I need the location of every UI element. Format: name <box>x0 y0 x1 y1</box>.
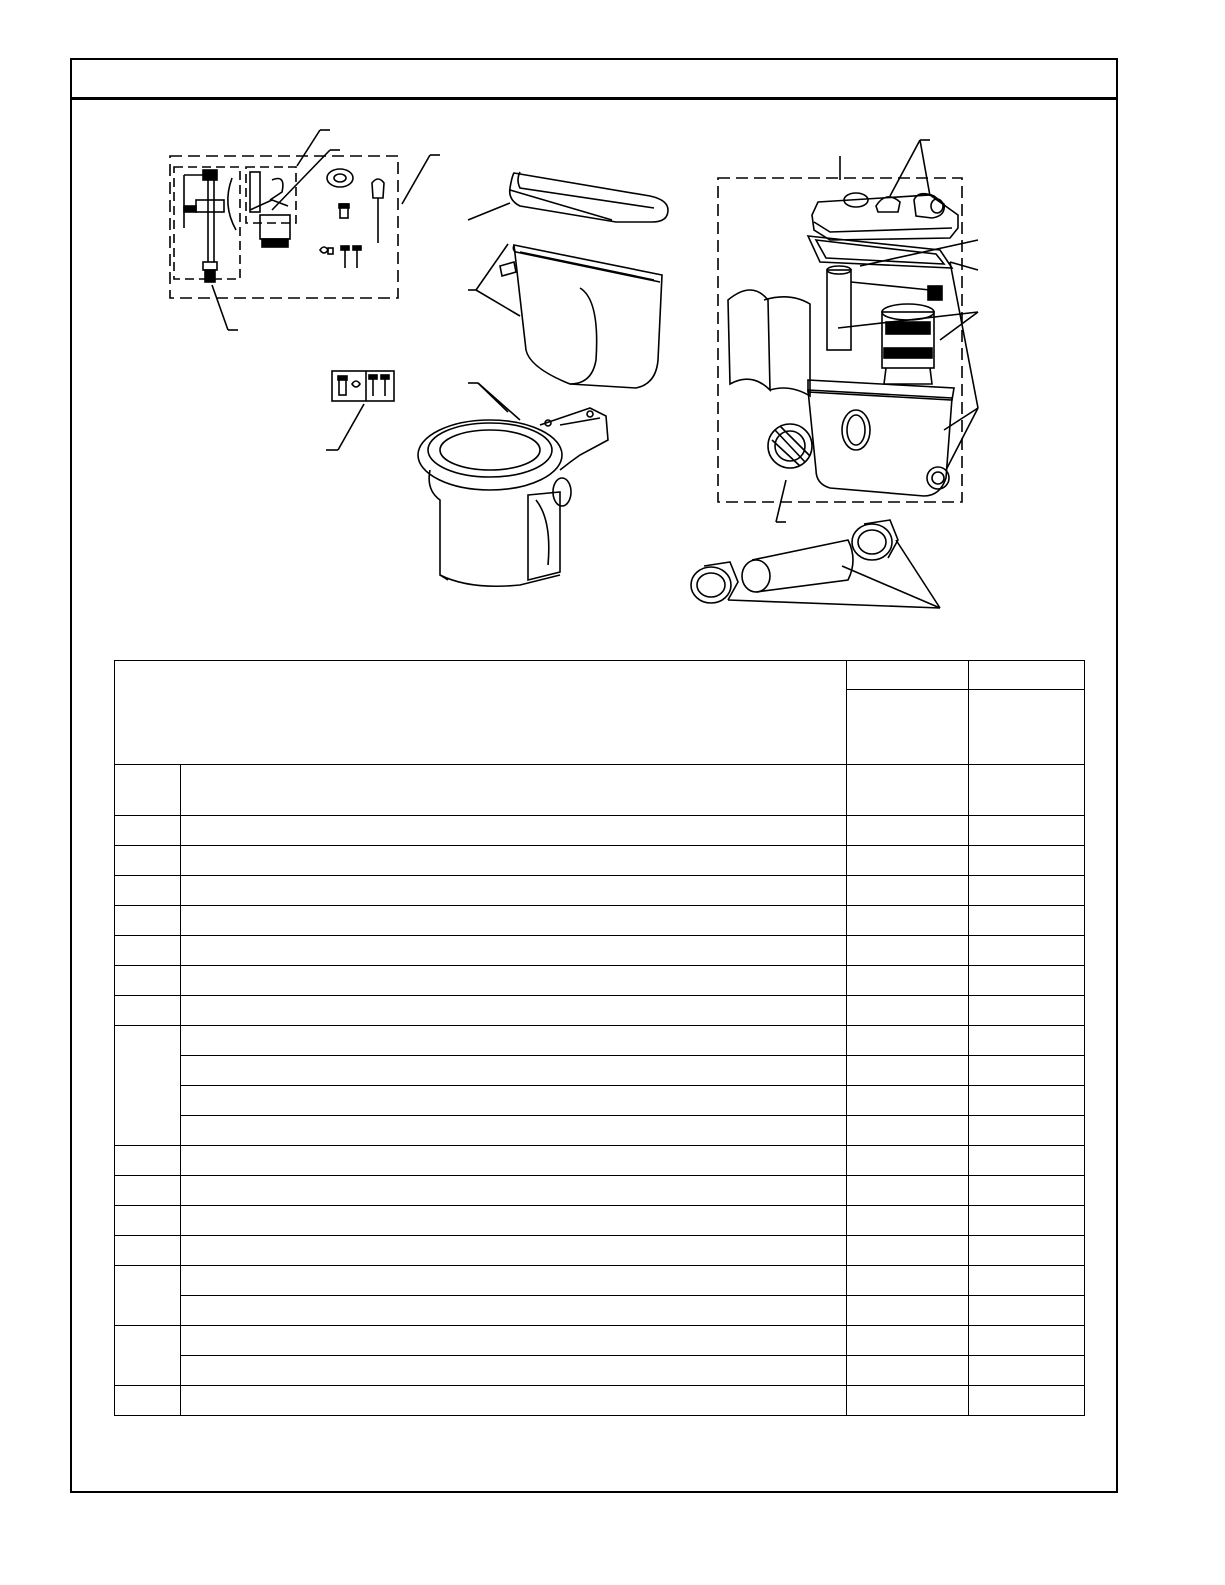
row-item <box>115 1145 181 1175</box>
row-description <box>181 1235 847 1265</box>
row-col-a <box>847 1026 969 1056</box>
row-col-b <box>969 1295 1085 1325</box>
row-description <box>181 1145 847 1175</box>
row-col-a <box>847 846 969 876</box>
row-col-b <box>969 765 1085 816</box>
row-col-b <box>969 1175 1085 1205</box>
row-item <box>115 1385 181 1415</box>
row-col-b <box>969 1235 1085 1265</box>
row-description <box>181 1056 847 1086</box>
row-item <box>115 906 181 936</box>
row-description <box>181 1355 847 1385</box>
row-description <box>181 1385 847 1415</box>
row-item <box>115 1235 181 1265</box>
discharge-pipe-drawing <box>691 520 940 608</box>
row-col-a <box>847 1205 969 1235</box>
row-col-a <box>847 1355 969 1385</box>
row-col-a <box>847 1385 969 1415</box>
row-item <box>115 1175 181 1205</box>
row-item <box>115 1205 181 1235</box>
row-description <box>181 966 847 996</box>
row-item <box>115 765 181 816</box>
bolt-kit-drawing <box>326 371 394 450</box>
row-col-b <box>969 936 1085 966</box>
header-col-a <box>847 661 969 690</box>
row-description <box>181 1026 847 1056</box>
row-col-a <box>847 1175 969 1205</box>
row-item <box>115 876 181 906</box>
row-item <box>115 936 181 966</box>
row-item-group <box>115 1026 181 1146</box>
row-col-a <box>847 1145 969 1175</box>
row-col-b <box>969 1056 1085 1086</box>
row-col-b <box>969 966 1085 996</box>
header-col-a-sub <box>847 689 969 765</box>
row-col-a <box>847 1115 969 1145</box>
row-col-b <box>969 906 1085 936</box>
row-description <box>181 936 847 966</box>
row-col-b <box>969 1085 1085 1115</box>
row-description <box>181 1205 847 1235</box>
row-item-group <box>115 1325 181 1385</box>
row-col-b <box>969 1355 1085 1385</box>
row-col-a <box>847 1325 969 1355</box>
row-col-a <box>847 1085 969 1115</box>
row-col-b <box>969 1205 1085 1235</box>
row-col-b <box>969 996 1085 1026</box>
tank-lid-drawing <box>468 172 668 222</box>
row-col-a <box>847 765 969 816</box>
row-description <box>181 846 847 876</box>
parts-list-table <box>114 660 1085 1416</box>
row-description <box>181 876 847 906</box>
row-col-a <box>847 996 969 1026</box>
row-col-a <box>847 1235 969 1265</box>
row-item <box>115 996 181 1026</box>
row-col-a <box>847 966 969 996</box>
row-col-a <box>847 816 969 846</box>
bowl-drawing <box>418 383 608 586</box>
row-description <box>181 1085 847 1115</box>
row-col-b <box>969 1115 1085 1145</box>
row-description <box>181 1295 847 1325</box>
header-col-b-sub <box>969 689 1085 765</box>
row-description <box>181 1325 847 1355</box>
row-description <box>181 1115 847 1145</box>
row-col-b <box>969 1265 1085 1295</box>
header-description <box>115 661 847 765</box>
row-description <box>181 906 847 936</box>
row-col-b <box>969 1325 1085 1355</box>
row-col-b <box>969 816 1085 846</box>
tank-drawing <box>468 244 662 388</box>
row-col-b <box>969 1385 1085 1415</box>
row-description <box>181 765 847 816</box>
exploded-view-drawing <box>0 0 1225 660</box>
row-description <box>181 1265 847 1295</box>
row-item <box>115 816 181 846</box>
row-col-b <box>969 1145 1085 1175</box>
row-item <box>115 846 181 876</box>
row-item <box>115 966 181 996</box>
row-col-a <box>847 906 969 936</box>
header-col-b <box>969 661 1085 690</box>
row-col-a <box>847 1265 969 1295</box>
macerator-unit-drawing <box>718 140 978 522</box>
row-col-b <box>969 846 1085 876</box>
row-col-a <box>847 876 969 906</box>
row-description <box>181 1175 847 1205</box>
row-col-b <box>969 1026 1085 1056</box>
row-col-a <box>847 1295 969 1325</box>
row-col-a <box>847 936 969 966</box>
row-description <box>181 996 847 1026</box>
row-item-group <box>115 1265 181 1325</box>
row-description <box>181 816 847 846</box>
row-col-a <box>847 1056 969 1086</box>
row-col-b <box>969 876 1085 906</box>
fill-valve-kit-drawing <box>170 130 440 330</box>
